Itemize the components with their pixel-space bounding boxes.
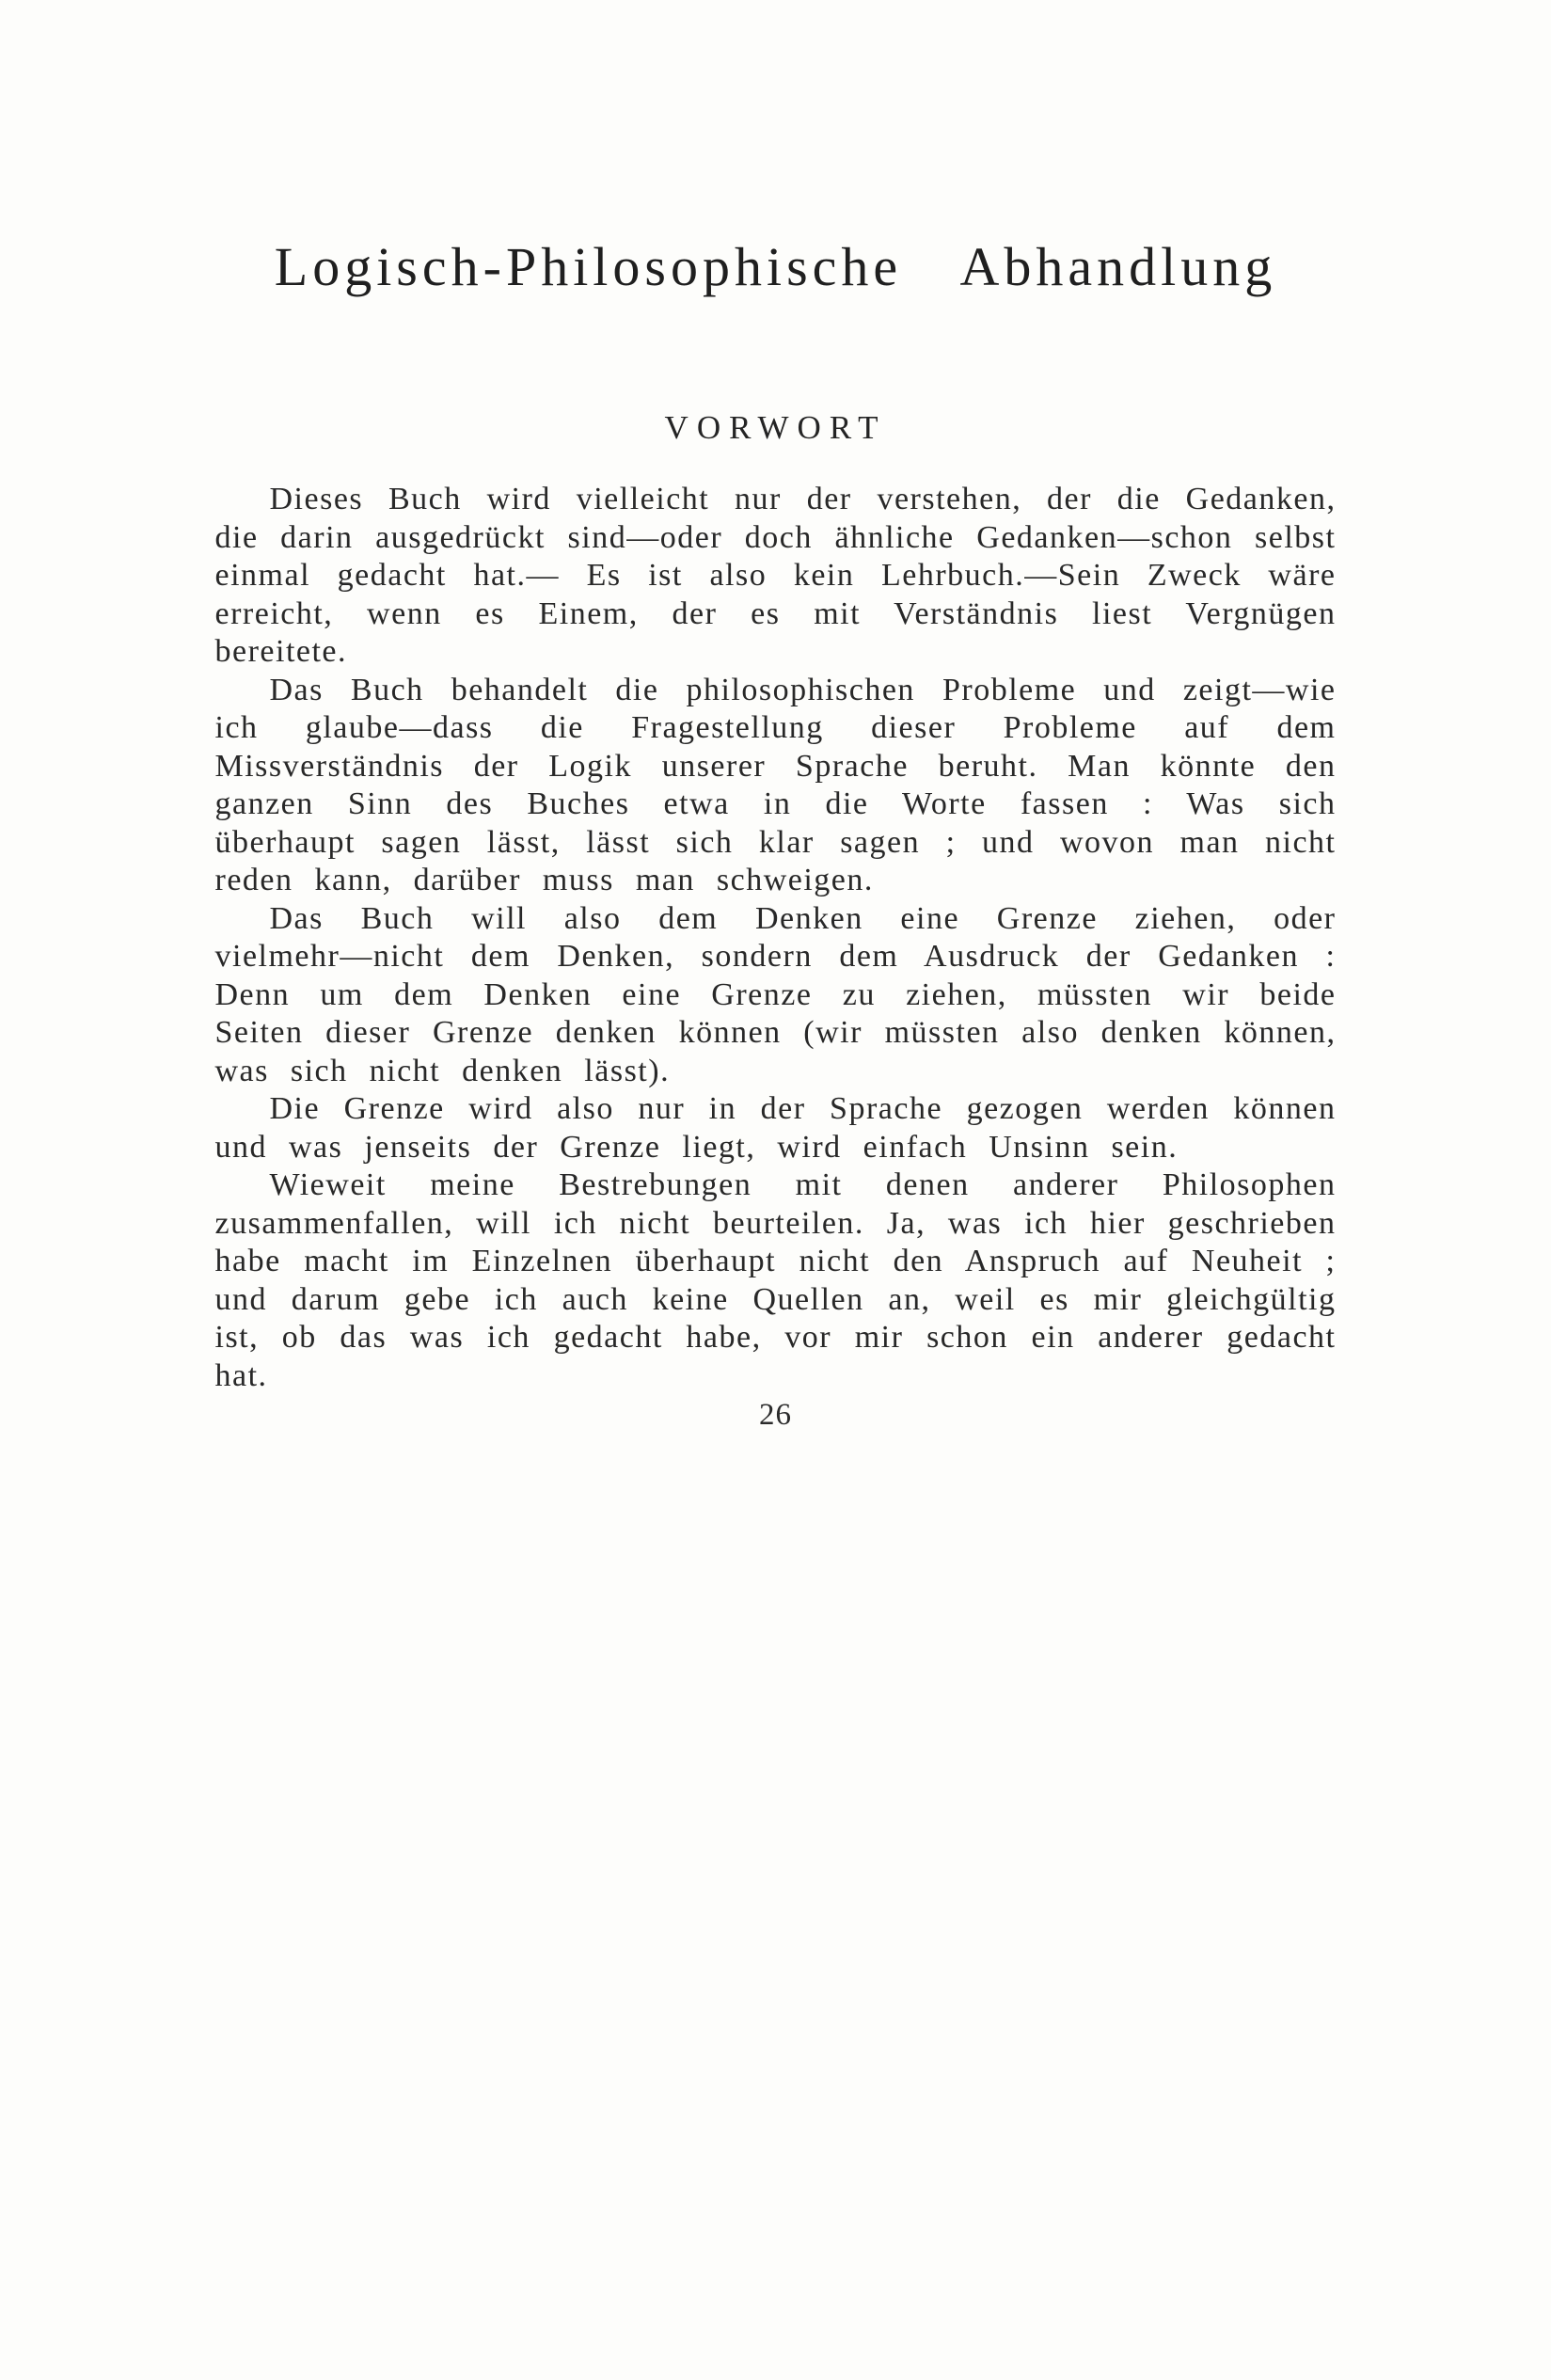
paragraph-2: Das Buch behandelt die philosophischen Probleme und zeigt—wie ich glaube—dass die Fragestellung dieser Probleme auf dem Missverständnis der Logik unserer Sprache beruht. Man könnte den ganzen Sinn des Buches etwa in die Worte fassen : Was sich überhaupt sagen lässt, lässt sich klar sagen ; und wovon man nicht reden kann, darüber muss man schweigen. xyxy=(214,672,1337,897)
page-number: 26 xyxy=(759,1398,792,1432)
paragraph-3: Das Buch will also dem Denken eine Grenze ziehen, oder vielmehr—nicht dem Denken, sondern dem Ausdruck der Gedanken : Denn um dem Denken eine Grenze zu ziehen, müssten wir beide Seiten dieser Grenze denken können (wir müssten also denken können, was sich nicht denken lässt). xyxy=(214,900,1337,1088)
paragraph-4: Die Grenze wird also nur in der Sprache gezogen werden können und was jenseits der Grenze liegt, wird einfach Unsinn sein. xyxy=(214,1091,1337,1165)
section-heading: VORWORT xyxy=(664,409,887,446)
page-title: Logisch-Philosophische Abhandlung xyxy=(274,236,1277,297)
body-text xyxy=(215,481,1337,1435)
paragraph-1: Dieses Buch wird vielleicht nur der verstehen, der die Gedanken, die darin ausgedrückt sind—oder doch ähnliche Gedanken—schon selbst einmal gedacht hat.— Es ist also kein Lehrbuch.—Sein Zweck wäre erreicht, wenn es Einem, der es mit Verständnis liest Vergnügen bereitete. xyxy=(214,482,1337,669)
paragraph-5: Wieweit meine Bestrebungen mit denen anderer Philosophen zusammenfallen, will ich nicht beurteilen. Ja, was ich hier geschrieben habe macht im Einzelnen überhaupt nicht den Anspruch auf Neuheit ; und darum gebe ich auch keine Quellen an, weil es mir gleichgültig ist, ob das was ich gedacht habe, vor mir schon ein anderer gedacht hat. xyxy=(214,1167,1337,1393)
